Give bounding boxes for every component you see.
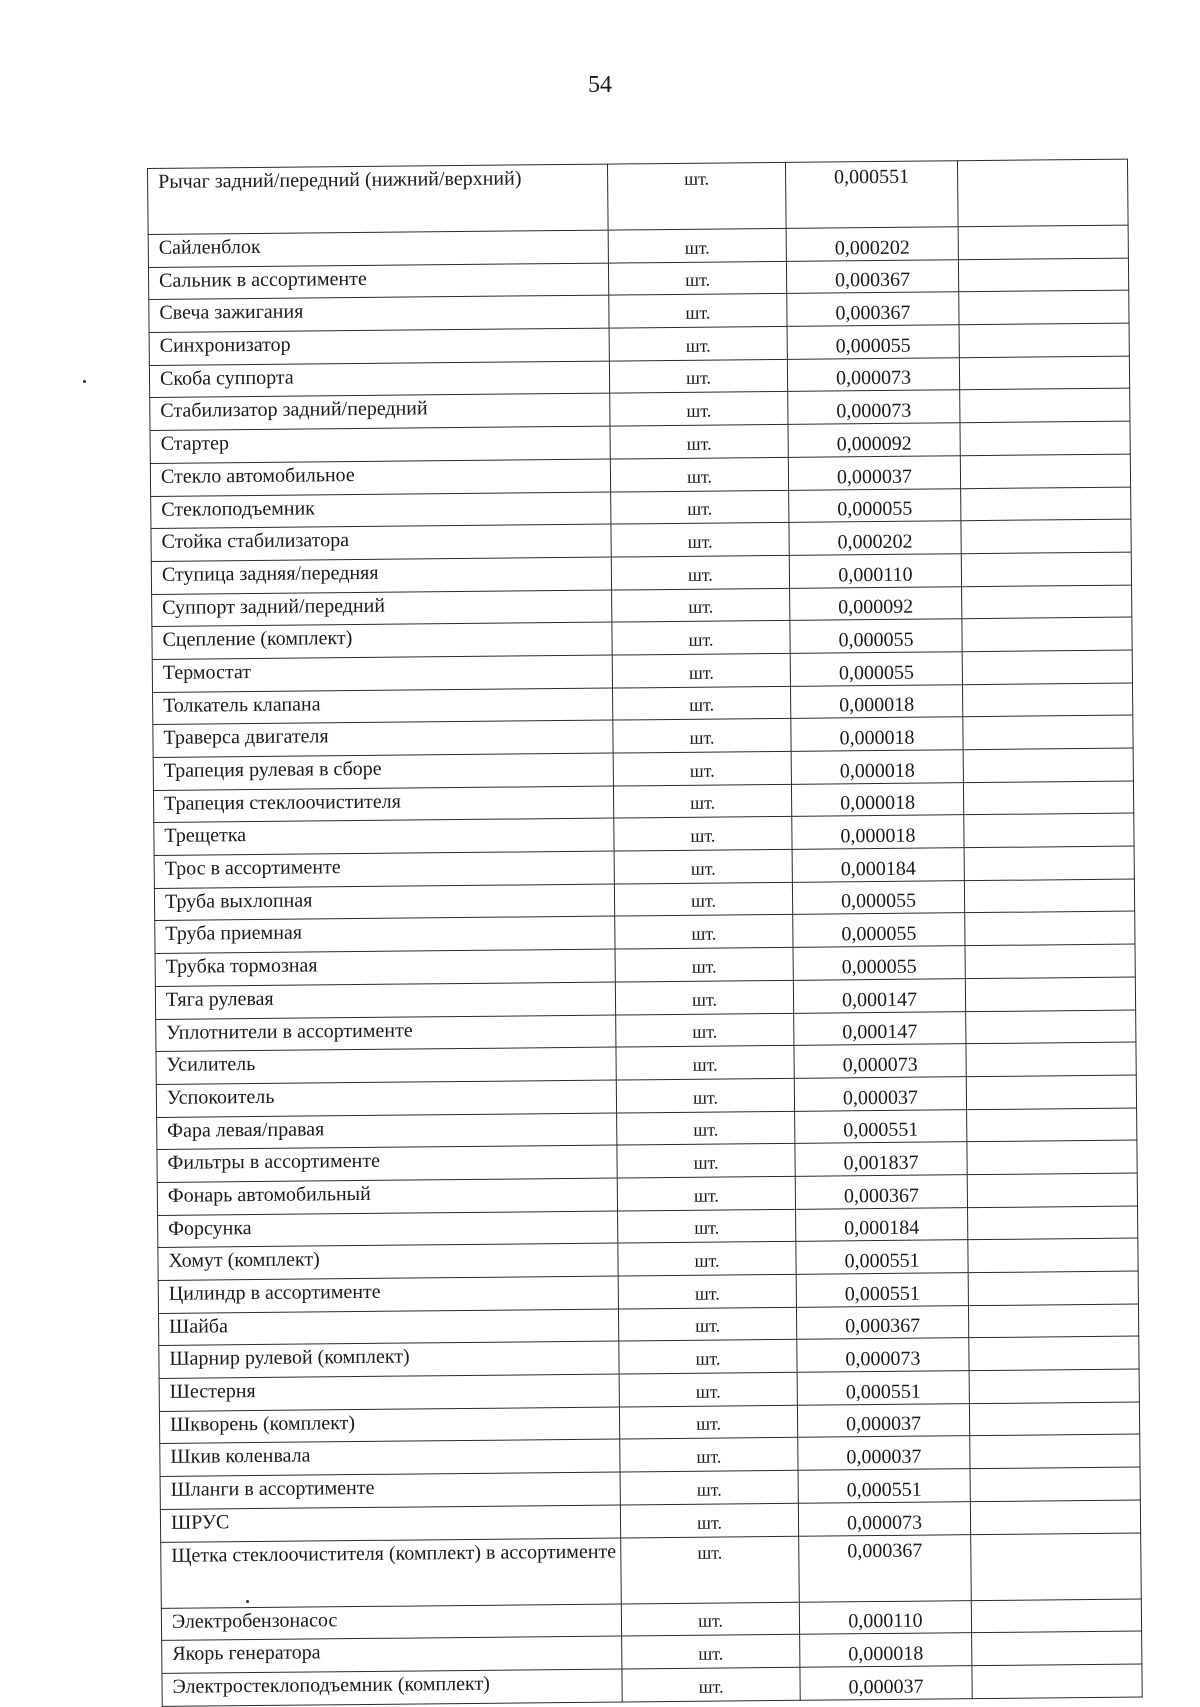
value-cell: 0,000184: [796, 1207, 968, 1241]
value-cell: 0,000551: [798, 1469, 970, 1503]
unit-cell: шт.: [619, 1405, 797, 1439]
unit-cell: шт.: [609, 359, 787, 393]
value-cell: 0,000092: [788, 423, 960, 457]
item-name-cell: Фильтры в ассортименте: [157, 1145, 617, 1182]
empty-cell: [957, 159, 1128, 227]
item-name-cell: Траверса двигателя: [153, 720, 613, 757]
unit-cell: шт.: [617, 1144, 795, 1178]
empty-cell: [964, 813, 1134, 847]
value-cell: 0,000184: [792, 848, 964, 882]
parts-table: [147, 159, 1143, 1707]
unit-cell: шт.: [609, 294, 787, 328]
empty-cell: [965, 977, 1135, 1011]
value-cell: 0,000055: [793, 946, 965, 980]
empty-cell: [967, 1108, 1137, 1142]
value-cell: 0,000055: [790, 652, 962, 686]
unit-cell: шт.: [615, 915, 793, 949]
empty-cell: [971, 1533, 1142, 1601]
item-name-cell: Якорь генератора: [162, 1636, 622, 1673]
unit-cell: шт.: [617, 1111, 795, 1145]
parts-table-body: [148, 159, 1143, 1706]
value-cell: 0,000055: [792, 880, 964, 914]
item-name-cell: Фонарь автомобильный: [157, 1178, 617, 1215]
item-name-cell: Трещетка: [154, 818, 614, 855]
empty-cell: [961, 487, 1131, 521]
unit-cell: шт.: [611, 490, 789, 524]
value-cell: 0,000367: [795, 1175, 967, 1209]
empty-cell: [962, 683, 1132, 717]
unit-cell: шт.: [620, 1470, 798, 1504]
unit-cell: шт.: [622, 1634, 800, 1668]
value-cell: 0,000551: [796, 1273, 968, 1307]
unit-cell: шт.: [620, 1503, 798, 1537]
unit-cell: шт.: [616, 1013, 794, 1047]
item-name-cell: Стабилизатор задний/передний: [150, 394, 610, 431]
item-name-cell: Шайба: [158, 1309, 618, 1346]
unit-cell: шт.: [618, 1242, 796, 1276]
empty-cell: [969, 1402, 1139, 1436]
empty-cell: [969, 1336, 1139, 1370]
empty-cell: [972, 1664, 1142, 1698]
item-name-cell: Суппорт задний/передний: [152, 590, 612, 627]
value-cell: 0,000037: [798, 1436, 970, 1470]
empty-cell: [962, 617, 1132, 651]
empty-cell: [958, 258, 1128, 292]
item-name-cell: Стойка стабилизатора: [151, 524, 611, 561]
unit-cell: шт.: [619, 1372, 797, 1406]
item-name-cell: Сайленблок: [148, 230, 608, 267]
empty-cell: [959, 356, 1129, 390]
value-cell: 0,000147: [793, 978, 965, 1012]
item-name-cell: Шкворень (комплект): [159, 1407, 619, 1444]
value-cell: 0,000110: [799, 1600, 971, 1634]
item-name-cell: Толкатель клапана: [153, 688, 613, 725]
value-cell: 0,000073: [788, 390, 960, 424]
value-cell: 0,000018: [792, 815, 964, 849]
item-name-cell: Тяга рулевая: [155, 982, 615, 1019]
empty-cell: [972, 1631, 1142, 1665]
empty-cell: [967, 1173, 1137, 1207]
empty-cell: [968, 1238, 1138, 1272]
unit-cell: шт.: [612, 621, 790, 655]
item-name-cell: Труба приемная: [155, 916, 615, 953]
unit-cell: шт.: [618, 1307, 796, 1341]
unit-cell: шт.: [620, 1438, 798, 1472]
empty-cell: [959, 323, 1129, 357]
item-name-cell: Труба выхлопная: [154, 884, 614, 921]
item-name-cell: Трос в ассортименте: [154, 851, 614, 888]
page-number: 54: [588, 72, 612, 98]
item-name-cell: Трапеция рулевая в сборе: [153, 753, 613, 790]
item-name-cell: Успокоитель: [156, 1080, 616, 1117]
item-name-cell: Шестерня: [159, 1374, 619, 1411]
item-name-cell: Электростеклоподъемник (комплект): [162, 1669, 622, 1706]
value-cell: 0,000367: [786, 259, 958, 293]
item-name-cell: Шарнир рулевой (комплект): [159, 1341, 619, 1378]
unit-cell: шт.: [611, 555, 789, 589]
empty-cell: [967, 1140, 1137, 1174]
unit-cell: шт.: [613, 686, 791, 720]
unit-cell: шт.: [611, 523, 789, 557]
unit-cell: шт.: [615, 947, 793, 981]
value-cell: 0,000551: [785, 161, 958, 229]
value-cell: 0,000018: [800, 1633, 972, 1667]
item-name-cell: Термостат: [152, 655, 612, 692]
item-name-cell: Синхронизатор: [149, 328, 609, 365]
unit-cell: шт.: [607, 162, 786, 230]
scan-speck: [246, 1600, 249, 1603]
item-name-cell: ШРУС: [160, 1505, 620, 1542]
empty-cell: [961, 519, 1131, 553]
unit-cell: шт.: [608, 261, 786, 295]
unit-cell: шт.: [618, 1274, 796, 1308]
empty-cell: [963, 781, 1133, 815]
value-cell: 0,000202: [786, 227, 958, 261]
empty-cell: [965, 911, 1135, 945]
empty-cell: [964, 846, 1134, 880]
value-cell: 0,000202: [789, 521, 961, 555]
empty-cell: [965, 944, 1135, 978]
table-row: [161, 1533, 1142, 1608]
value-cell: 0,000055: [793, 913, 965, 947]
value-cell: 0,000055: [787, 325, 959, 359]
value-cell: 0,000147: [794, 1011, 966, 1045]
item-name-cell: Стартер: [150, 426, 610, 463]
empty-cell: [958, 225, 1128, 259]
table-row: [148, 159, 1129, 234]
value-cell: 0,000037: [797, 1403, 969, 1437]
item-name-cell: Сцепление (комплект): [152, 622, 612, 659]
empty-cell: [963, 748, 1133, 782]
item-name-cell: Сальник в ассортименте: [148, 263, 608, 300]
value-cell: 0,000073: [797, 1338, 969, 1372]
value-cell: 0,000092: [790, 586, 962, 620]
value-cell: 0,000037: [788, 456, 960, 490]
empty-cell: [970, 1467, 1140, 1501]
unit-cell: шт.: [610, 424, 788, 458]
empty-cell: [968, 1271, 1138, 1305]
item-name-cell: Хомут (комплект): [158, 1243, 618, 1280]
empty-cell: [962, 585, 1132, 619]
value-cell: 0,000037: [800, 1666, 972, 1700]
item-name-cell: Фара левая/правая: [157, 1113, 617, 1150]
unit-cell: шт.: [614, 849, 792, 883]
item-name-cell: Ступица задняя/передняя: [151, 557, 611, 594]
value-cell: 0,000018: [791, 750, 963, 784]
unit-cell: шт.: [608, 228, 786, 262]
unit-cell: шт.: [616, 1078, 794, 1112]
parts-table-wrapper: [147, 159, 1142, 1707]
unit-cell: шт.: [610, 457, 788, 491]
unit-cell: шт.: [612, 588, 790, 622]
empty-cell: [962, 650, 1132, 684]
item-name-cell: Трубка тормозная: [155, 949, 615, 986]
unit-cell: шт.: [615, 980, 793, 1014]
item-name-cell: Рычаг задний/передний (нижний/верхний): [148, 164, 609, 234]
value-cell: 0,000551: [796, 1240, 968, 1274]
item-name-cell: Скоба суппорта: [149, 361, 609, 398]
scan-speck: [83, 380, 86, 383]
value-cell: 0,000018: [791, 684, 963, 718]
value-cell: 0,000037: [794, 1077, 966, 1111]
unit-cell: шт.: [622, 1667, 800, 1701]
item-name-cell: Уплотнители в ассортименте: [156, 1015, 616, 1052]
unit-cell: шт.: [613, 751, 791, 785]
empty-cell: [960, 389, 1130, 423]
item-name-cell: Трапеция стеклоочистителя: [153, 786, 613, 823]
value-cell: 0,000551: [795, 1109, 967, 1143]
item-name-cell: Цилиндр в ассортименте: [158, 1276, 618, 1313]
unit-cell: шт.: [610, 392, 788, 426]
value-cell: 0,000055: [790, 619, 962, 653]
unit-cell: шт.: [618, 1209, 796, 1243]
value-cell: 0,000073: [787, 357, 959, 391]
item-name-cell: Электробензонасос: [161, 1604, 621, 1641]
empty-cell: [966, 1042, 1136, 1076]
value-cell: 0,000055: [789, 488, 961, 522]
empty-cell: [963, 715, 1133, 749]
unit-cell: шт.: [614, 817, 792, 851]
value-cell: 0,000367: [787, 292, 959, 326]
empty-cell: [971, 1599, 1141, 1633]
unit-cell: шт.: [621, 1536, 800, 1604]
unit-cell: шт.: [613, 719, 791, 753]
item-name-cell: Щетка стеклоочистителя (комплект) в ассортименте: [161, 1538, 622, 1608]
value-cell: 0,000018: [791, 717, 963, 751]
value-cell: 0,000110: [789, 554, 961, 588]
empty-cell: [969, 1369, 1139, 1403]
value-cell: 0,000073: [794, 1044, 966, 1078]
empty-cell: [966, 1075, 1136, 1109]
empty-cell: [968, 1304, 1138, 1338]
empty-cell: [964, 879, 1134, 913]
value-cell: 0,000367: [796, 1305, 968, 1339]
value-cell: 0,000367: [799, 1534, 972, 1602]
unit-cell: шт.: [612, 653, 790, 687]
item-name-cell: Свеча зажигания: [149, 295, 609, 332]
unit-cell: шт.: [614, 882, 792, 916]
empty-cell: [961, 552, 1131, 586]
unit-cell: шт.: [617, 1176, 795, 1210]
value-cell: 0,000018: [791, 782, 963, 816]
unit-cell: шт.: [621, 1602, 799, 1636]
empty-cell: [960, 421, 1130, 455]
empty-cell: [966, 1010, 1136, 1044]
empty-cell: [970, 1500, 1140, 1534]
empty-cell: [968, 1206, 1138, 1240]
value-cell: 0,000073: [798, 1501, 970, 1535]
unit-cell: шт.: [613, 784, 791, 818]
item-name-cell: Шкив коленвала: [160, 1439, 620, 1476]
unit-cell: шт.: [609, 326, 787, 360]
empty-cell: [970, 1434, 1140, 1468]
unit-cell: шт.: [619, 1340, 797, 1374]
empty-cell: [960, 454, 1130, 488]
empty-cell: [959, 290, 1129, 324]
item-name-cell: Усилитель: [156, 1047, 616, 1084]
unit-cell: шт.: [616, 1046, 794, 1080]
item-name-cell: Форсунка: [158, 1211, 618, 1248]
item-name-cell: Стеклоподъемник: [151, 492, 611, 529]
value-cell: 0,000551: [797, 1371, 969, 1405]
item-name-cell: Стекло автомобильное: [150, 459, 610, 496]
value-cell: 0,001837: [795, 1142, 967, 1176]
item-name-cell: Шланги в ассортименте: [160, 1472, 620, 1509]
